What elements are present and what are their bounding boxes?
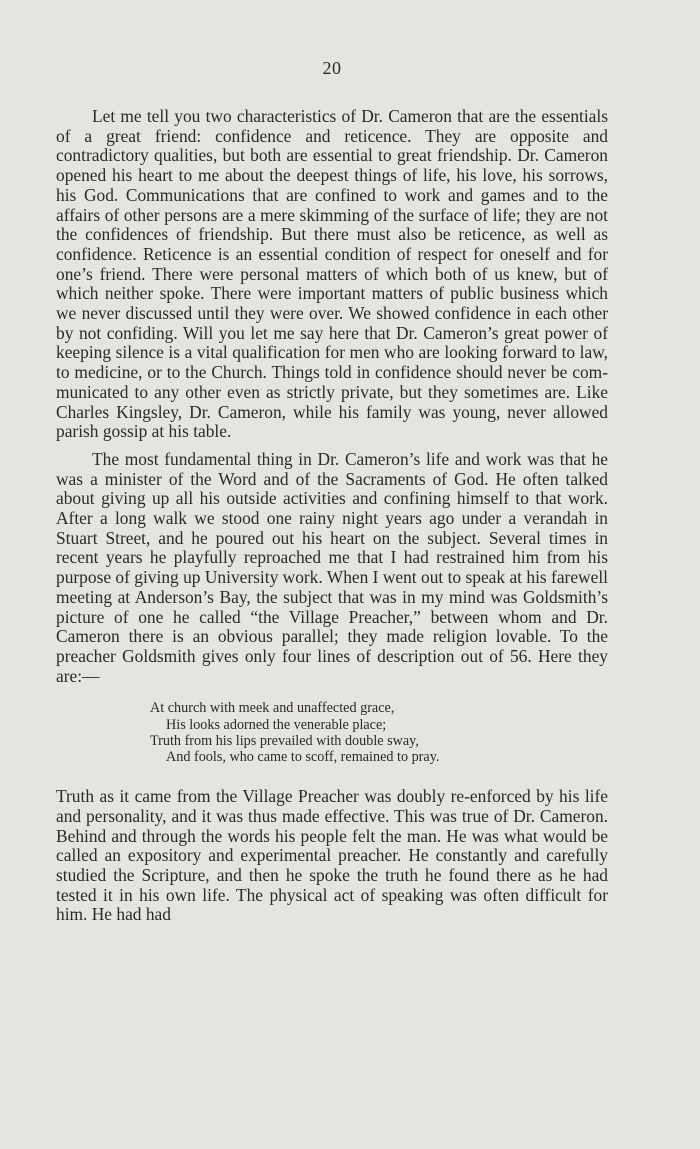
verse-line-4: And fools, who came to scoff, remained to pray. xyxy=(166,749,440,765)
verse-line-3: Truth from his lips prevailed with double sway, xyxy=(150,732,419,749)
verse-line-2: His looks adorned the venerable place; xyxy=(166,716,387,733)
page-number: 20 xyxy=(322,58,342,78)
paragraph-minister: The most fundamental thing in Dr. Cameron’s life and work was that he was a minister of the Word and of the Sacraments of God. He often talked about giving up all his outside activities and confining himself to that work. After a long walk we stood one rainy night years ago under a verandah in Stuart Street, and he poured out his heart on the subject. Several times in recent years he playfully reproached me that I had restrained him from his purpose of giving up University work. When I went out to speak at his farewell meeting at Anderson’s Bay, the subject that was in my mind was Goldsmith’s picture of one he called “the Village Preacher,” between whom and Dr. Cameron there is an obvious parallel; they made religion lovable. To the preacher Goldsmith gives only four lines of description out of 56. Here they are:— xyxy=(56,448,608,686)
paragraph-characteristics: Let me tell you two characteristics of Dr. Cameron that are the essentials of a great friend: confidence and reticence. They are opposite and contradictory qualities, but both are essential to great friendship. Dr. Cameron opened his heart to me about the deepest things of life, his love, his sorrows, his God. Communications that are confined to work and games and to the affairs of other persons are a mere skimming of the surface of life; they are not the confidences of friendship. But there must also be reticence, as well as confidence. Reticence is an essential condition of respect for oneself and for one’s friend. There were personal matters of which both of us knew, but of which neither spoke. There were important matters of public business which we never discussed until they were over. We showed confidence in each other by not confiding. Will you let me say here that Dr. Cameron’s great power of keeping silence is a vital qualification for men who are looking forward to law, to medicine, or to the Church. Things told in confidence should never be communicated to any other even as strictly private, but they sometimes are. Like Charles Kingsley, Dr. Cameron, while his family was young, never allowed parish gossip at his table. xyxy=(56,106,608,442)
paragraph-truth: Truth as it came from the Village Preacher was doubly re-enforced by his life and personality, and it was thus made effective. This was true of Dr. Cameron. Behind and through the words his people felt the man. He was what would be called an expository and experimental preacher. He constantly and carefully studied the Scripture, and then he spoke the truth he found there as he had tested it in his own life. The physical act of speaking was often difficult for him. He had had xyxy=(56,786,608,925)
verse-quotation xyxy=(150,700,608,765)
verse-line-1: At church with meek and unaffected grace, xyxy=(150,700,395,717)
